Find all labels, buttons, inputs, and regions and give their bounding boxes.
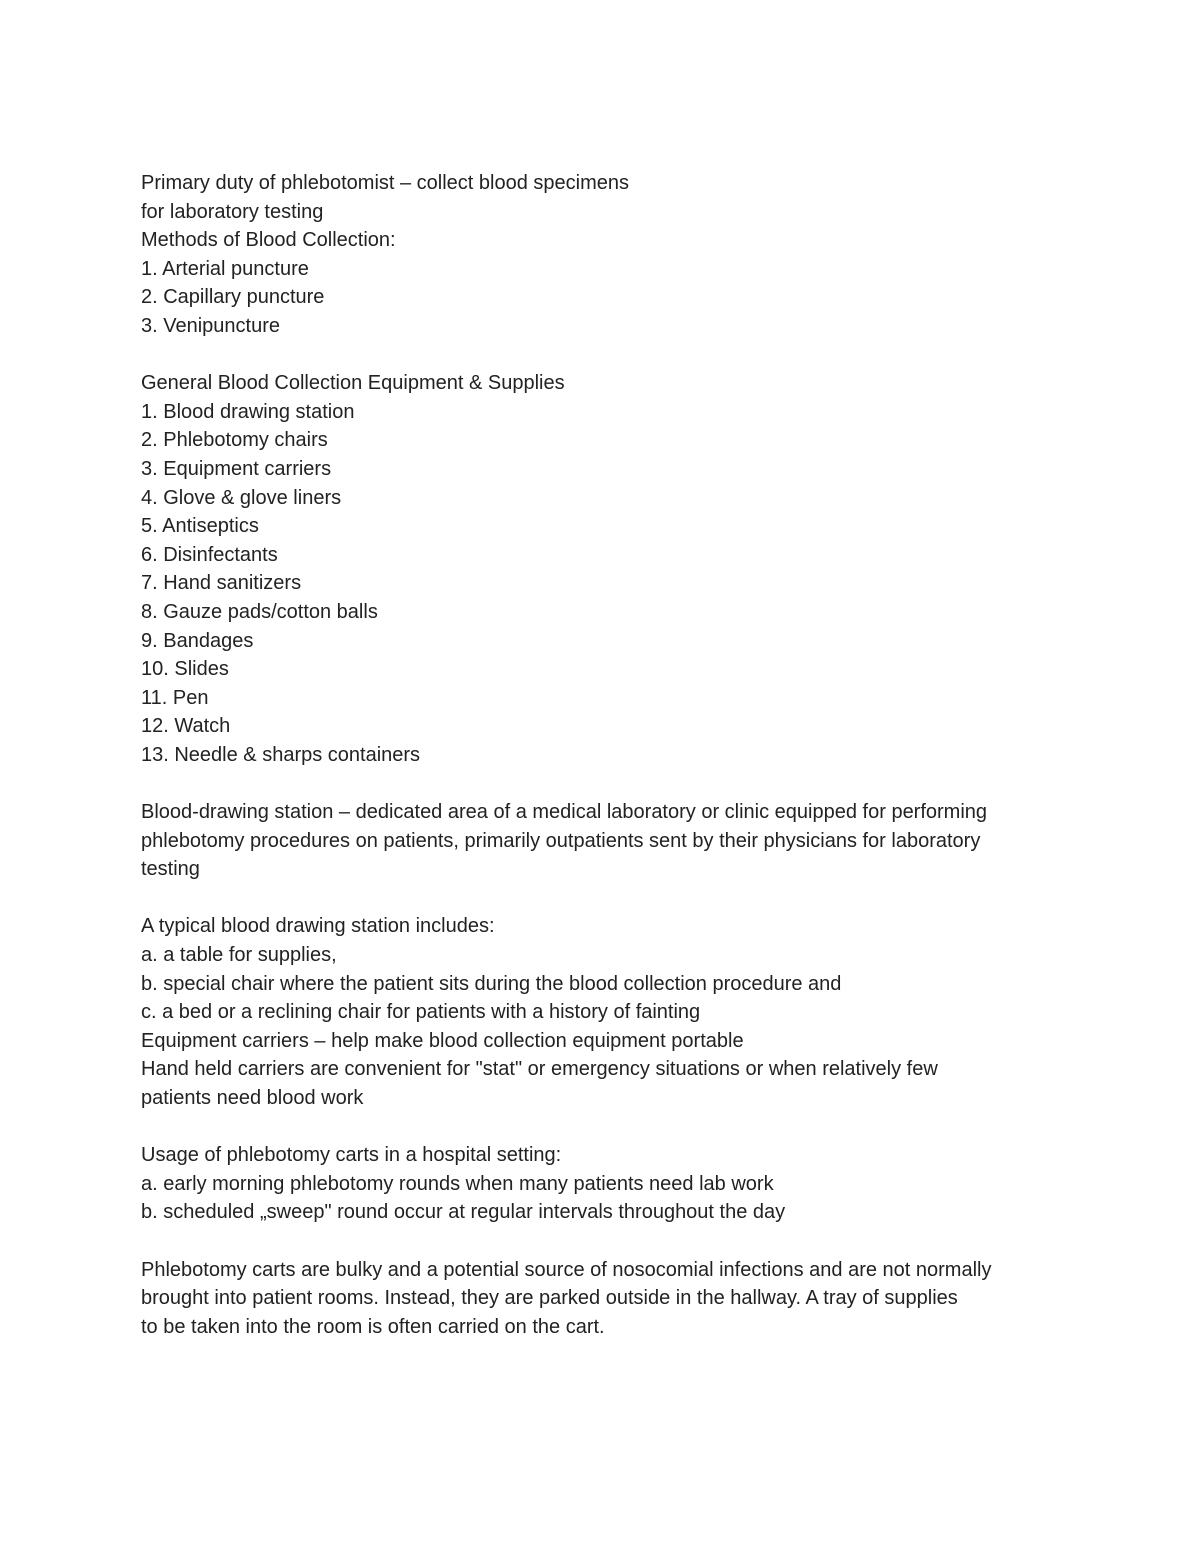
text-line: 2. Phlebotomy chairs	[141, 429, 328, 452]
text-line: 13. Needle & sharps containers	[141, 743, 421, 766]
text-line: phlebotomy procedures on patients, primarily outpatients sent by their physicians for laboratory	[141, 829, 981, 852]
text-line: Usage of phlebotomy carts in a hospital setting:	[141, 1144, 562, 1167]
text-line: 11. Pen	[141, 686, 209, 709]
text-line: a. a table for supplies,	[141, 944, 337, 967]
text-line: 7. Hand sanitizers	[141, 572, 302, 595]
text-line: Methods of Blood Collection:	[141, 229, 396, 252]
text-line: 1. Arterial puncture	[141, 257, 309, 280]
text-line: a. early morning phlebotomy rounds when many patients need lab work	[141, 1172, 774, 1195]
text-line: c. a bed or a reclining chair for patients with a history of fainting	[141, 1001, 701, 1024]
text-line: patients need blood work	[141, 1087, 364, 1109]
text-line: to be taken into the room is often carried on the cart.	[141, 1315, 605, 1338]
text-line: Phlebotomy carts are bulky and a potential source of nosocomial infections and are not normally	[141, 1258, 992, 1281]
text-line: 1. Blood drawing station	[141, 400, 355, 423]
blank-line	[141, 884, 1081, 913]
text-line: A typical blood drawing station includes:	[141, 915, 495, 938]
blank-line	[141, 1113, 1081, 1142]
document-body	[141, 169, 1081, 1341]
text-line: 6. Disinfectants	[141, 543, 278, 566]
text-line: Equipment carriers – help make blood collection equipment portable	[141, 1029, 744, 1052]
text-line: Blood-drawing station – dedicated area of a medical laboratory or clinic equipped for performing	[141, 801, 988, 824]
text-line: 12. Watch	[141, 715, 231, 738]
text-line: brought into patient rooms. Instead, they are parked outside in the hallway. A tray of supplies	[141, 1287, 958, 1310]
text-line: 9. Bandages	[141, 629, 254, 652]
text-line: 4. Glove & glove liners	[141, 486, 342, 509]
text-line: 3. Equipment carriers	[141, 457, 332, 480]
text-line: 3. Venipuncture	[141, 314, 280, 337]
text-line: Hand held carriers are convenient for "stat" or emergency situations or when relatively few	[141, 1058, 938, 1081]
text-line: for laboratory testing	[141, 200, 324, 223]
text-line: Primary duty of phlebotomist – collect blood specimens	[141, 172, 630, 194]
text-line: General Blood Collection Equipment & Supplies	[141, 372, 565, 395]
text-line: 2. Capillary puncture	[141, 286, 325, 309]
text-line: testing	[141, 858, 200, 881]
blank-line	[141, 341, 1081, 370]
blank-line	[141, 769, 1081, 798]
text-line: 8. Gauze pads/cotton balls	[141, 600, 378, 623]
text-line: b. scheduled „sweep" round occur at regular intervals throughout the day	[141, 1201, 786, 1224]
text-line: 10. Slides	[141, 658, 229, 681]
text-line: 5. Antiseptics	[141, 515, 259, 538]
text-line: b. special chair where the patient sits during the blood collection procedure and	[141, 972, 842, 995]
blank-line	[141, 1227, 1081, 1256]
